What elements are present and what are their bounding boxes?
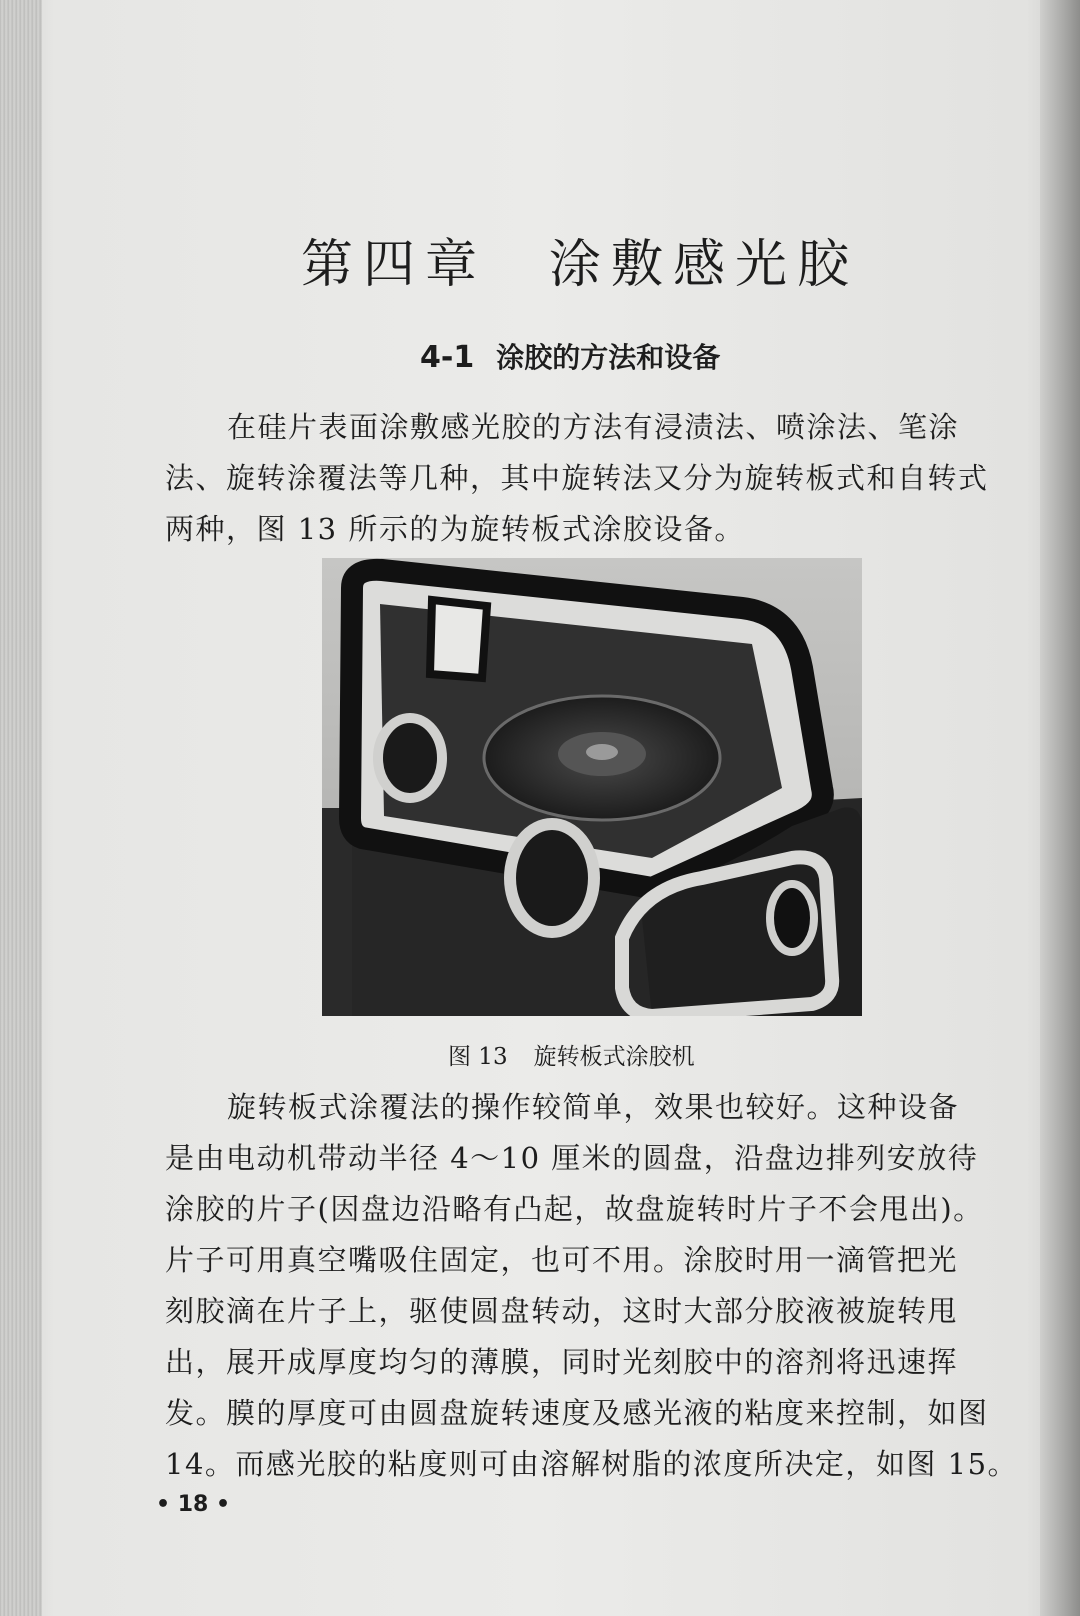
paragraph-intro — [165, 402, 1025, 555]
chapter-title: 第四章 涂敷感光胶 — [300, 235, 859, 295]
figure-caption-text: 旋转板式涂胶机 — [533, 1044, 695, 1070]
paragraph-line: 出，展开成厚度均匀的薄膜，同时光刻胶中的溶剂将迅速挥 — [165, 1345, 959, 1379]
figure-number: 图 13 — [448, 1044, 508, 1070]
paragraph-line: 发。膜的厚度可由圆盘旋转速度及感光液的粘度来控制，如图 — [165, 1396, 989, 1430]
section-title: 涂胶的方法和设备 — [496, 341, 721, 374]
figure-caption — [448, 1038, 695, 1071]
spin-coater-illustration — [322, 558, 862, 1016]
page-number: • 18 • — [156, 1492, 231, 1517]
page-stack-edge — [0, 0, 42, 1616]
paragraph-line: 涂胶的片子(因盘边沿略有凸起，故盘旋转时片子不会甩出)。 — [165, 1192, 984, 1226]
paragraph-line: 法、旋转涂覆法等几种，其中旋转法又分为旋转板式和自转式 — [165, 461, 989, 495]
paragraph-line: 片子可用真空嘴吸住固定，也可不用。涂胶时用一滴管把光 — [165, 1243, 959, 1277]
paragraph-line: 是由电动机带动半径 4～10 厘米的圆盘，沿盘边排列安放待 — [165, 1141, 979, 1175]
paragraph-body — [165, 1082, 1025, 1490]
paragraph-line: 14。而感光胶的粘度则可由溶解树脂的浓度所决定，如图 15。 — [165, 1447, 1019, 1481]
section-number: 4-1 — [420, 340, 475, 375]
paragraph-line: 旋转板式涂覆法的操作较简单，效果也较好。这种设备 — [227, 1090, 960, 1124]
paragraph-line: 刻胶滴在片子上，驱使圆盘转动，这时大部分胶液被旋转甩 — [165, 1294, 959, 1328]
figure-spin-coater-photo — [322, 558, 862, 1016]
paragraph-line: 两种，图 13 所示的为旋转板式涂胶设备。 — [165, 512, 745, 546]
section-heading — [420, 336, 720, 376]
paragraph-line: 在硅片表面涂敷感光胶的方法有浸渍法、喷涂法、笔涂 — [227, 410, 960, 444]
